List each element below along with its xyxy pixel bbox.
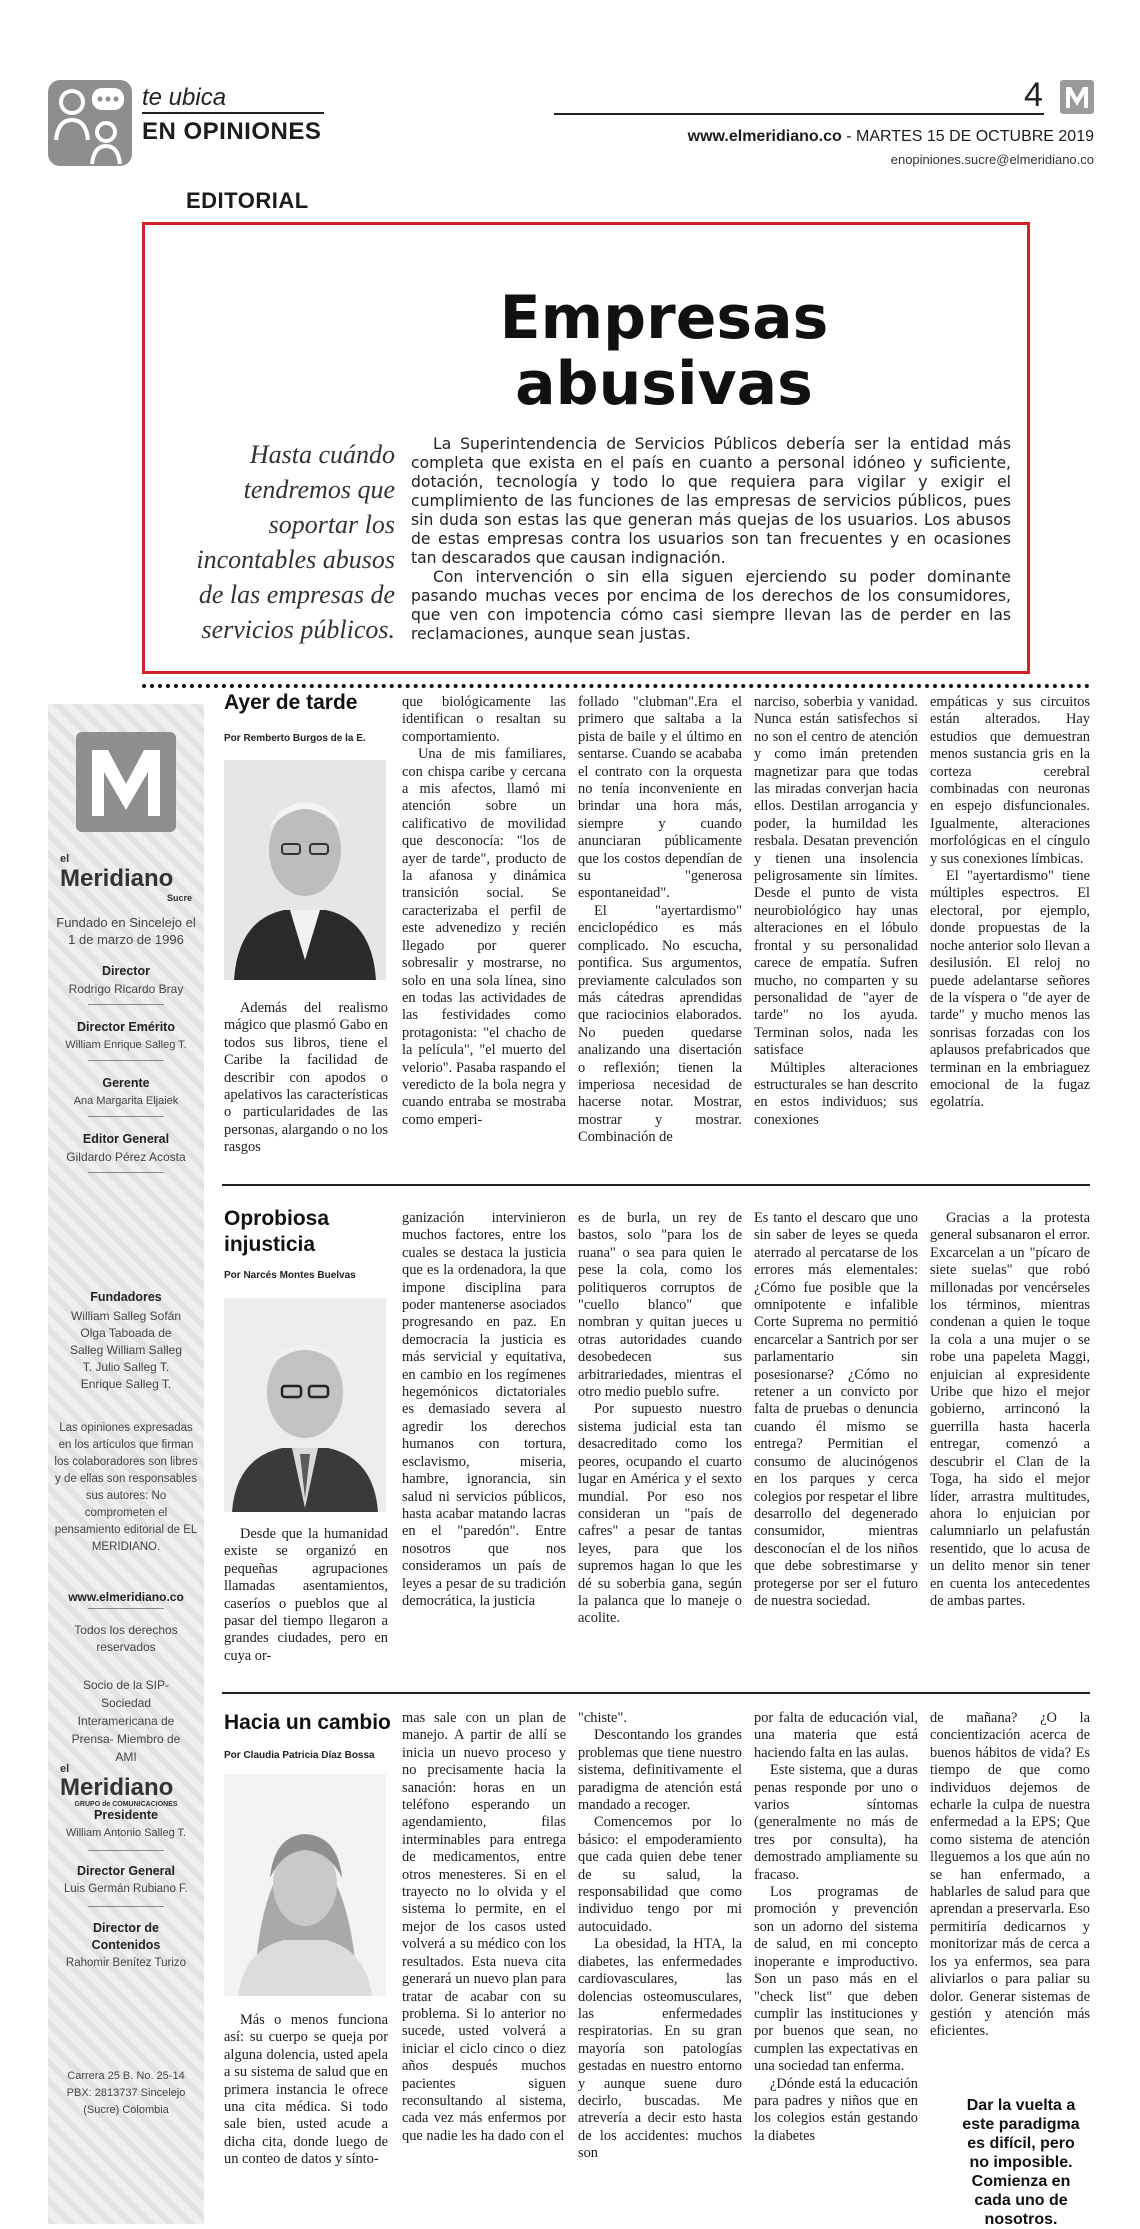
kicker-rule (142, 112, 324, 114)
article-column (402, 1710, 566, 2145)
founders-list: William Salleg Sofán Olga Taboada de Salleg William Salleg T. Julio Salleg T. Enrique Salleg T. (69, 1309, 183, 1391)
author-portrait-icon (224, 1774, 386, 1996)
article-column (402, 694, 566, 1129)
article-paragraph: que biológicamente las identifican o resaltan su comportamiento. (402, 694, 566, 745)
article-paragraph: Más o menos funciona así: su cuerpo se queja por alguna dolencia, usted apela a su sistema de salud que en primera instancia le ofrece una cita médica. Si todo sale bien, usted acude a dicha cita, donde luego de un conteo de datos y sínto- (224, 2012, 388, 2168)
article-paragraph: por falta de educación vial, una materia que está haciendo falta en las aulas. (754, 1710, 918, 1761)
manager-label: Gerente (102, 1076, 150, 1090)
masthead-sidebar (48, 704, 204, 2224)
sidebar-rule (88, 1060, 164, 1061)
president-label: Presidente (94, 1808, 158, 1822)
header-site[interactable]: www.elmeridiano.co (687, 128, 842, 145)
sidebar-rule (88, 1172, 164, 1173)
article-paragraph: La obesidad, la HTA, la diabetes, las enfermedades cardiovasculares, las dolencias osteomusculares, las enfermedades respiratorias. En su gran mayoría son patologías gestadas en nuestro entorno y aunque suene duro decirlo, buscadas. Me atrevería a decir esto hasta de los accidentes: muchos son (578, 1936, 742, 2162)
manager-name: Ana Margarita Eljaiek (73, 1095, 179, 1107)
editorial-body (411, 435, 1011, 644)
article-paragraph: Gracias a la protesta general subsanaron el error. Excarcelan a un "pícaro de siete suelas" que robó millonadas por vencérseles los términos, mientras condenan a quien le toque la cola a una mujer o se robe una papeleta Maggi, enjuician al expresidente Uribe que hizo el mejor gobierno, arrinconó la guerrilla hasta hacerla entregar, comenzó a descubrir el Clan de la Toga, ha sido el mejor líder, arrastra multitudes, ahora lo enjuician por calumniarlo un pelafustán resentido, que lo acusa de un delito menor sin tener en cuenta los antecedentes de ambas partes. (930, 1210, 1090, 1609)
article-byline: Por Remberto Burgos de la E. (224, 733, 366, 744)
article-paragraph: de mañana? ¿O la concientización acerca de buenos hábitos de vida? Es tiempo de que como individuos dejemos de echarle la culpa de nuestra enfermedad a la EPS; Que como sistema de atención lleguemos a los que aún no se han enfermado, a hablarles de salud para que aprendan a preservarla. Eso permitiría dedicarnos y monitorizar más de cerca a los ya enfermos, sea para aliviarlos o para paliar su dolor. Generar sistemas de gestión y atención más eficientes. (930, 1710, 1090, 2040)
article-paragraph: Los programas de promoción y prevención son un adorno del sistema de salud, en mi concepto inoperante e improductivo. Son un paso más en el "check list" que deben cumplir las instituciones y por buenos que sean, no cumplen las expectativas en una sociedad tan enferma. (754, 1884, 918, 2075)
meridiano-m-icon (1060, 80, 1094, 114)
author-photo (224, 1298, 386, 1512)
founders-label: Fundadores (90, 1290, 162, 1304)
sidebar-rule (88, 1116, 164, 1117)
article-paragraph: Descontando los grandes problemas que tiene nuestro sistema, definitivamente el paradigma de atención está mandado a recoger. (578, 1727, 742, 1814)
article-paragraph: Por supuesto nuestro sistema judicial esta tan desacreditado como los peores, ocupando el cuarto lugar en América y el sexto mundial. Por eso nos consideran un "país de cafres" a pesar de tantas leyes, para que los supremos hagan lo que les dé su soberbia gana, según la palanca que lo maneje o acolite. (578, 1401, 742, 1627)
director-name: Rodrigo Ricardo Bray (68, 982, 184, 996)
editorial-label: EDITORIAL (186, 188, 309, 213)
article-column (224, 1526, 388, 1665)
editorial-pull-quote: Hasta cuándo tendremos que soportar los incontables abusos de las empresas de servicios públicos. (196, 440, 395, 644)
brand-title: Meridiano (60, 865, 174, 892)
sidebar-rule (88, 1906, 164, 1907)
article-paragraph: narciso, soberbia y vanidad. Nunca están satisfechos si no son el centro de atención y como imán pretenden magnetizar para que todas las miradas converjan hacia ellos. Destilan arrogancia y poder, la humildad les resbala. Desatan prevención y tienen una insolencia peligrosamente sin límites. Desde el punto de vista neurobiológico hay unas alteraciones en el lóbulo frontal y su personalidad carece de empatía. Sufren mucho, no comparten y su personalidad de "ayer de tarde" no los ayuda. Terminan solos, nada les satisface (754, 694, 918, 1059)
article-column (754, 694, 918, 1129)
sidebar-rule (88, 1004, 164, 1005)
section-logo (48, 80, 132, 166)
article-paragraph: Es tanto el descaro que uno sin saber de leyes se queda aterrado al percatarse de los errores más elementales: ¿Cómo fue posible que la omnipotente e infalible Corte Suprema no permitió encarcelar a Santrich por ser parlamentario sin posesionarse? ¿Cómo no retener a un convicto por falta de pruebas o denuncia cuando él mismo se entrega? Permitian el consumo de alucinógenos en los parques y cerca colegios por respetar el libre desarrollo del degenerado consumidor, mientras desconocían el de los niños que debe sobrestimarse y protegerse por ser el futuro de nuestra sociedad. (754, 1210, 918, 1609)
article-paragraph: Este sistema, que a duras penas responde por uno o varios síntomas (generalmente no más de tres por consulta), ha demostrado ampliamente su fracaso. (754, 1762, 918, 1883)
article-column (578, 1710, 742, 2163)
article-column (578, 1210, 742, 1628)
article-paragraph: Múltiples alteraciones estructurales se han descrito en estos individuos; sus conexiones (754, 1059, 918, 1128)
sidebar-rule (88, 1608, 164, 1609)
editorial-box (142, 222, 1030, 674)
brand-name (60, 854, 192, 904)
group-brand (60, 1764, 192, 1808)
director-label: Director (102, 964, 150, 978)
editorial-paragraph: La Superintendencia de Servicios Públicos debería ser la entidad más completa que exista en el país en cuanto a personal idóneo y suficiente, dotación, tecnología y todo lo que requiera para vigilar y exigir el cumplimiento de las funciones de las empresas de servicios públicos, pues sin duda son estas las que generan más quejas de los usuarios. Los abusos de estas empresas contra los usuarios son tan frecuentes y en ocasiones tan descarados que causan indignación. (411, 435, 1011, 567)
article-paragraph: ¿Dónde está la educación para padres y niños que en los colegios están gestando la diabetes (754, 2075, 918, 2144)
group-sub: GRUPO de COMUNICACIONES (74, 1801, 178, 1808)
editor-name: Gildardo Pérez Acosta (66, 1150, 186, 1164)
address-text: Carrera 25 B. No. 25-14 PBX: 2813737 Sincelejo (Sucre) Colombia (66, 2070, 186, 2116)
article-title: Hacia un cambio (224, 1711, 391, 1734)
article-column (402, 1210, 566, 1610)
article-column (930, 1710, 1090, 2041)
rights-text: Todos los derechos reservados (74, 1623, 178, 1654)
article-paragraph: "chiste". (578, 1710, 627, 1726)
content-label: Director de Contenidos (91, 1921, 161, 1952)
editor-label: Editor General (82, 1132, 170, 1146)
article-column (754, 1210, 918, 1610)
article-column (224, 1000, 388, 1157)
meridiano-logo-icon (76, 732, 176, 832)
group-el: el (60, 1763, 70, 1775)
president-name: William Antonio Salleg T. (65, 1827, 187, 1839)
chat-people-icon (48, 80, 132, 166)
header-site-date (560, 128, 1094, 146)
editorial-title-line2: abusivas (515, 349, 813, 419)
article-paragraph: ganización intervinieron muchos factores, entre los cuales se destaca la justicia que es la ordenadora, la que impone disciplina para poder mantenerse asociados progresando en paz. En democracia la justicia es más servicial y equitativa, en cambio en los regímenes hegemónicos dictatoriales es demasiado severa al agredir los derechos humanos con tortura, esclavismo, miseria, hambre, ignorancia, sin salud ni servicios públicos, hasta acabar matando lacras en el "paredón". Entre nosotros que nos consideramos un país de leyes a pesar de su tradición democrática, la justicia (402, 1210, 566, 1609)
article-title: Oprobiosa injusticia (224, 1207, 330, 1256)
article-separator (222, 1184, 1090, 1186)
author-portrait-icon (224, 1298, 386, 1512)
brand-sub: Sucre (166, 893, 192, 903)
article-title: Ayer de tarde (224, 691, 358, 714)
sidebar-site[interactable]: www.elmeridiano.co (68, 1590, 184, 1604)
header-date: - MARTES 15 DE OCTUBRE 2019 (846, 128, 1094, 145)
sidebar-rule (88, 1850, 164, 1851)
editorial-title (145, 285, 1033, 417)
gm-name: Luis Germán Rubiano F. (63, 1883, 188, 1895)
article-separator (222, 1692, 1090, 1694)
article-column (930, 694, 1090, 1112)
content-name: Rahomir Benítez Turizo (65, 1957, 187, 1969)
article-column (578, 694, 742, 1147)
article-byline: Por Narcés Montes Buelvas (224, 1270, 356, 1281)
article-paragraph: Desde que la humanidad existe se organizó en pequeñas agrupaciones llamadas asentamientos, caseríos o pueblos que al pasar del tiempo llegaron a grandes ciudades, pero en cuya or- (224, 1526, 388, 1664)
article-paragraph: empáticas y sus circuitos están alterados. Hay estudios que demuestran menos sustancia gris en la corteza cerebral combinadas con neuronas en espejo disfuncionales. Igualmente, alteraciones morfológicas en el cíngulo y sus conexiones límbicas. (930, 694, 1090, 867)
dotted-separator (142, 684, 1090, 688)
section-title: EN OPINIONES (142, 118, 322, 145)
page-number: 4 (1024, 76, 1043, 114)
founded-text: Fundado en Sincelejo el 1 de marzo de 1996 (56, 915, 196, 947)
article-paragraph: follado "clubman".Era el primero que saltaba a la pista de baile y el último en sentarse. Cuando se acababa el contrato con la orquesta no tenía inconveniente en brindar una hora más, siempre y cuando anunciaran públicamente que los costos dependían de su "generosa espontaneidad". (578, 694, 742, 902)
article-paragraph: El "ayertardismo" enciclopédico es más complicado. No escucha, pontifica. Sus argumentos, previamente calculados son más cátedras aprendidas que raciocinios elaborados. No pueden quedarse analizando una disertación o reflexión; tienen la imperiosa necesidad de hacerse notar. Mostrar, mostrar y mostrar. Combinación de (578, 902, 742, 1146)
brand-el: el (60, 853, 70, 865)
section-kicker: te ubica (142, 84, 227, 111)
emeritus-name: William Enrique Salleg T. (65, 1039, 187, 1051)
author-photo (224, 1774, 386, 1996)
article-paragraph: Además del realismo mágico que plasmó Gabo en todos sus libros, tiene el Caribe la facilidad de describir con apodos o apelativos las características o particularidades de las personas, alargando o no los rasgos (224, 1000, 388, 1156)
sip-text: Socio de la SIP- Sociedad Interamericana de Prensa- Miembro de AMI (71, 1678, 181, 1764)
article-byline: Por Claudia Patricia Díaz Bossa (224, 1750, 375, 1761)
article-paragraph: mas sale con un plan de manejo. A partir de allí se inicia un nuevo proceso y no precisamente hacia la sanación: horas en un teléfono esperando un agendamiento, filas interminables para entrega de medicamentos, entre otros menesteres. Si en el trayecto no lo olvida y el sistema lo permite, en el mejor de los casos usted volverá a su médico con los resultados. Esta nueva cita generará un nuevo plan para tratar de acabar con su problema. Si lo anterior no sucede, usted volverá a iniciar el ciclo cinco o diez años después muchos pacientes siguen reconsultando al sistema, cada vez más enfermos por que nadie les ha dado con el (402, 1710, 566, 2144)
gm-label: Director General (77, 1864, 175, 1878)
article-paragraph: Comencemos por lo básico: el empoderamiento que cada quien debe tener de su salud, la responsabilidad que como individuo tengo por mi autocuidado. (578, 1814, 742, 1935)
article-column (224, 2012, 388, 2169)
article-paragraph: Una de mis familiares, con chispa caribe y cercana a mis afectos, llamó mi atención sobre un calificativo de movilidad que desconocía: "los de ayer de tarde", producto de la afanosa y dinámica transición social. Se caracterizaba el perfil de este advenedizo y recién llegado por querer sobresalir y mostrarse, no solo en una sola línea, sino en todas las actividades de las festividades como protagonista: "el chacho de la película", "el muerto del velorio". Pasaba raspando el veredicto de la bola negra y cuando entraba se mostraba como emperi- (402, 746, 566, 1128)
header-rule (554, 113, 1044, 115)
article-column (754, 1710, 918, 2145)
article-column (930, 1210, 1090, 1610)
article-paragraph: El "ayertardismo" tiene múltiples espectros. El electoral, por ejemplo, donde propuestas de la noche anterior solo llevan a desilusión. El reloj no puede adelantarse señores de la víspera o "de ayer de tarde" y mucho menos las sonrisas forzadas con los aplausos prefabricados que terminan en la embriaguez emocional de la fugaz egolatría. (930, 868, 1090, 1111)
header-email[interactable]: enopiniones.sucre@elmeridiano.co (890, 152, 1094, 167)
editorial-title-line1: Empresas (499, 283, 829, 353)
author-photo (224, 760, 386, 980)
group-title: Meridiano (60, 1774, 174, 1801)
article-paragraph: es de burla, un rey de bastos, solo "para los de ruana" o sea para quien le pese la cola, como los politiqueros corruptos de "cuello blanco" que nombran y quitan jueces u otras autoridades cuando desobedecen sus arbitrariedades, mientras el otro medio pueblo sufre. (578, 1210, 742, 1401)
emeritus-label: Director Emérito (77, 1020, 175, 1034)
disclaimer-text: Las opiniones expresadas en los artículos que firman los colaboradores son libres y de ellas son responsables sus autores: No comprometen el pensamiento editorial de EL MERIDIANO. (54, 1422, 198, 1553)
editorial-paragraph: Con intervención o sin ella siguen ejerciendo su poder dominante pasando muchas veces por encima de los derechos de los consumidores, que ven con impotencia cómo casi siempre llevan las de perder en las reclamaciones, aunque sean justas. (411, 568, 1011, 643)
closing-highlight: Dar la vuelta a este paradigma es difícil, pero no imposible. Comienza en cada uno de nosotros. (962, 2097, 1080, 2228)
author-portrait-icon (224, 760, 386, 980)
